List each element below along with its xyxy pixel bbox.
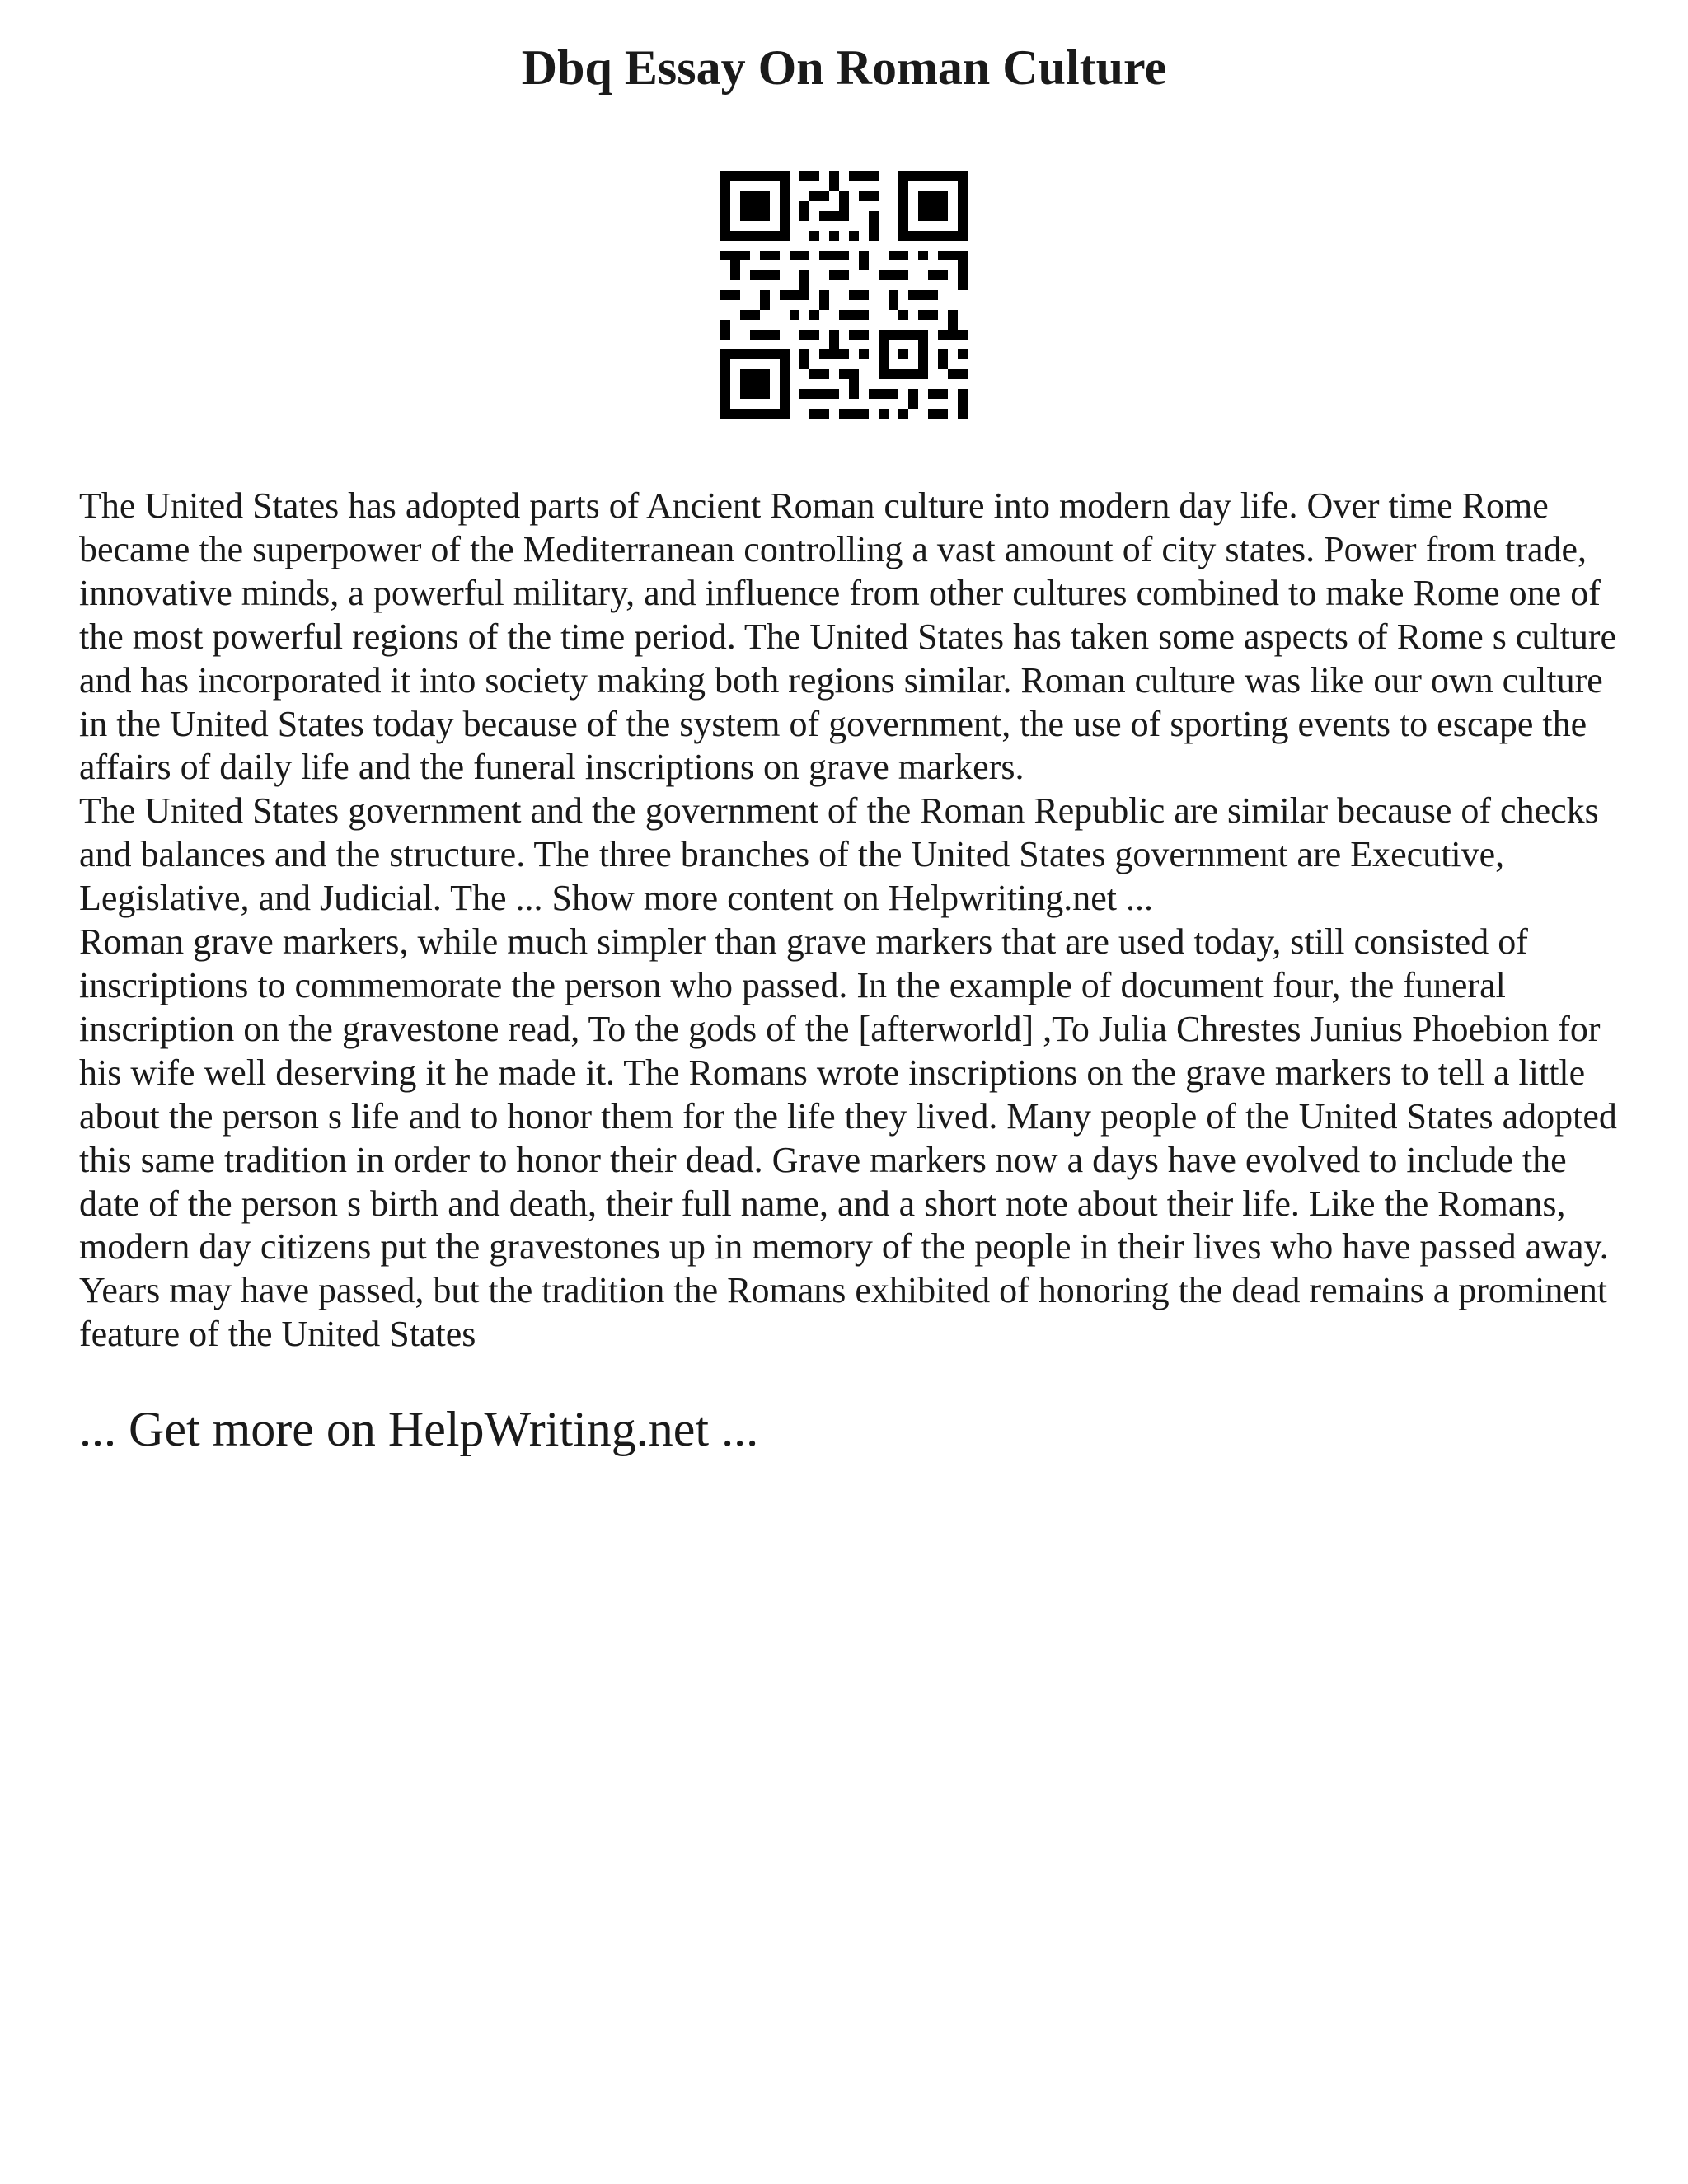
essay-paragraph: Roman grave markers, while much simpler than grave markers that are used today, still consisted of inscriptions to commemorate the person who passed. In the example of document four, the funeral inscription on the gravestone read, To the gods of the [afterworld] ,To Julia Chrestes Junius Phoebion for his wife well deserving it he made it. The Romans wrote inscriptions on the grave markers to tell a little about the person s life and to honor them for the life they lived. Many people of the United States adopted this same tradition in order to honor their dead. Grave markers now a days have evolved to include the date of the person s birth and death, their full name, and a short note about their life. Like the Romans, modern day citizens put the gravestones up in memory of the people in their lives who have passed away. Years may have passed, but the tradition the Romans exhibited of honoring the dead remains a prominent feature of the United States bbox=[79, 921, 1617, 1355]
essay-paragraph: The United States government and the government of the Roman Republic are similar because of checks and balances and the structure. The three branches of the United States government are Executive, Legislative, and Judicial. The ... Show more content on Helpwriting.net ... bbox=[79, 790, 1599, 919]
document-title: Dbq Essay On Roman Culture bbox=[521, 40, 1167, 95]
essay-paragraph: The United States has adopted parts of Ancient Roman culture into modern day life. Over time Rome became the superpower of the Mediterranean controlling a vast amount of city states. Power from trade, innovative minds, a powerful military, and influence from other cultures combined to make Rome one of the most powerful regions of the time period. The United States has taken some aspects of Rome s culture and has incorporated it into society making both regions similar. Roman culture was like our own culture in the United States today because of the system of government, the use of sporting events to escape the affairs of daily life and the funeral inscriptions on grave markers. bbox=[79, 485, 1617, 788]
get-more-link[interactable]: ... Get more on HelpWriting.net ... bbox=[79, 1402, 759, 1456]
essay-body bbox=[79, 485, 1629, 1357]
qr-code-icon[interactable] bbox=[720, 171, 968, 419]
